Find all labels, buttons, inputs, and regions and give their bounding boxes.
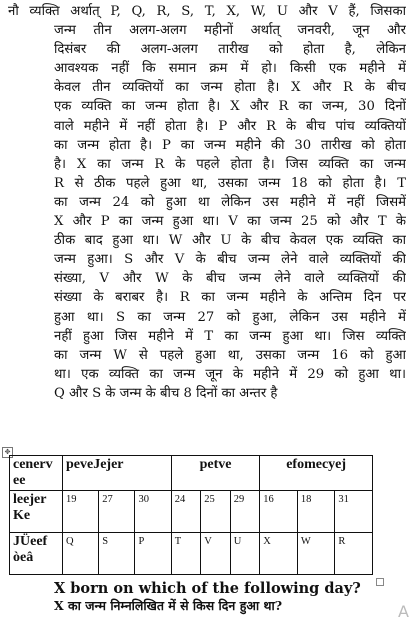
- person-cell: W: [297, 533, 335, 575]
- passage-line: R से ठीक पहले हुआ था, उसका जन्म 18 को होता है। T: [54, 175, 406, 191]
- date-cell: 19: [63, 491, 99, 533]
- date-cell: 30: [135, 491, 171, 533]
- font-marker-icon: A: [398, 602, 409, 621]
- person-cell: Q: [63, 533, 99, 575]
- table-move-handle-icon[interactable]: ✥: [2, 447, 13, 458]
- passage-line: है। X का जन्म R के पहले होता है। जिस व्यक्ति का जन्म: [54, 156, 406, 172]
- row-label-date: leejer Ke: [10, 491, 63, 533]
- table-resize-handle[interactable]: [376, 578, 384, 586]
- passage-line: का जन्म होता है। P का जन्म महीने की 30 तारीख को होता: [54, 137, 406, 153]
- month-header-december: efomecyej: [260, 456, 373, 491]
- table-row-dates: [10, 491, 373, 533]
- passage-line: Q और S के जन्म के बीच 8 दिनों का अन्तर है: [54, 385, 278, 401]
- date-cell: 29: [230, 491, 260, 533]
- person-cell: X: [260, 533, 298, 575]
- date-cell: 27: [99, 491, 135, 533]
- passage-line: नौ व्यक्ति अर्थात् P, Q, R, S, T, X, W, U और V हैं, जिसका: [8, 4, 406, 19]
- date-cell: 16: [260, 491, 298, 533]
- table-row-persons: [10, 533, 373, 575]
- row-label-person: JÜeef òeâ: [10, 533, 63, 575]
- person-cell: U: [230, 533, 260, 575]
- corner-header-cell: cenerv ee: [10, 456, 63, 491]
- passage-line: संख्या, V और W के बीच जन्म लेने वाले व्यक्तियों की: [54, 271, 406, 287]
- passage-line: ठीक बाद हुआ था। W और U के बीच केवल एक व्यक्ति का: [54, 233, 406, 249]
- puzzle-passage: [6, 2, 406, 403]
- date-cell: 24: [171, 491, 201, 533]
- solution-table: [9, 455, 373, 575]
- date-cell: 31: [335, 491, 373, 533]
- person-cell: P: [135, 533, 171, 575]
- passage-line: वाले महीने में नहीं होता है। P और R के बीच पांच व्यक्तियों: [54, 118, 406, 134]
- passage-line: हुआ था। S का जन्म 27 को हुआ, लेकिन उस महीने में: [54, 309, 406, 325]
- month-header-june: petve: [171, 456, 260, 491]
- question-hindi: X का जन्म निम्नलिखित में से किस दिन हुआ था?: [54, 598, 283, 613]
- month-header-january: peveJejer: [63, 456, 172, 491]
- person-cell: V: [201, 533, 231, 575]
- question-block: [54, 580, 361, 614]
- person-cell: T: [171, 533, 201, 575]
- passage-line: केवल तीन व्यक्तियों का जन्म होता है। X और R के बीच: [54, 80, 406, 96]
- passage-line: का जन्म 24 को हुआ था लेकिन उस महीने में नहीं जिसमें: [54, 194, 406, 210]
- passage-line: था। एक व्यक्ति का जन्म जून के महीने में 29 को हुआ था।: [54, 366, 406, 382]
- passage-line: नहीं हुआ जिस महीने में T का जन्म हुआ था। जिस व्यक्ति: [54, 328, 406, 344]
- person-cell: R: [335, 533, 373, 575]
- passage-line: एक व्यक्ति का जन्म होता है। X और R का जन्म, 30 दिनों: [54, 99, 406, 115]
- passage-line: आवश्यक नहीं कि समान क्रम में हो। किसी एक महीने में: [54, 61, 406, 77]
- passage-line: दिसंबर की अलग-अलग तारीख को होता है, लेकिन: [54, 42, 406, 58]
- passage-line: X और P का जन्म हुआ था। V का जन्म 25 को और T के: [54, 214, 406, 230]
- question-english: X born on which of the following day?: [54, 580, 361, 597]
- passage-line: संख्या के बराबर है। R का जन्म महीने के अन्तिम दिन पर: [54, 290, 406, 306]
- person-cell: S: [99, 533, 135, 575]
- date-cell: 18: [297, 491, 335, 533]
- date-cell: 25: [201, 491, 231, 533]
- passage-line: जन्म तीन अलग-अलग महीनों अर्थात् जनवरी, जून और: [54, 23, 406, 39]
- table-header-row: [10, 456, 373, 491]
- passage-line: का जन्म W से पहले हुआ था, उसका जन्म 16 को हुआ: [54, 347, 406, 363]
- passage-line: जन्म हुआ। S और V के बीच जन्म लेने वाले व्यक्तियों की: [54, 252, 406, 268]
